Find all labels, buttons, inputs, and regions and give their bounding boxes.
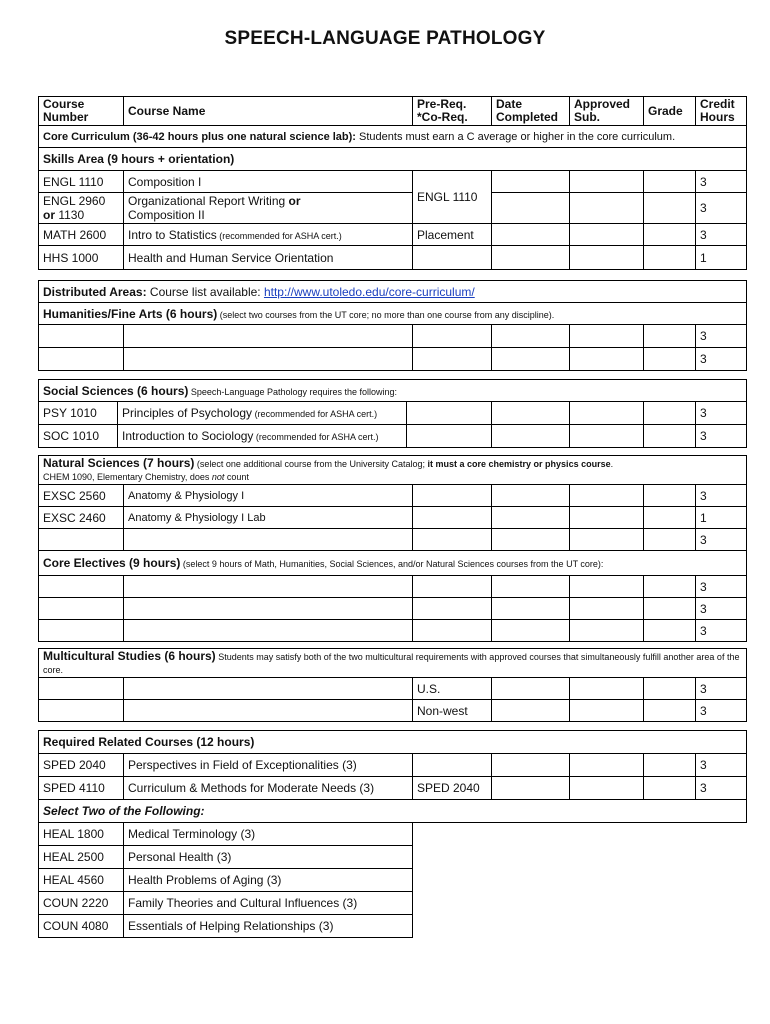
list-item: COUN 2220 Family Theories and Cultural Influences (3) xyxy=(39,892,747,915)
list-item: HEAL 4560 Health Problems of Aging (3) xyxy=(39,869,747,892)
table-row: ENGL 1110 Composition I ENGL 1110 3 xyxy=(39,171,747,193)
list-item: HEAL 1800 Medical Terminology (3) xyxy=(39,823,747,846)
table-row: SPED 2040 Perspectives in Field of Exceptionalities (3) 3 xyxy=(39,754,747,777)
core-curriculum-link[interactable]: http://www.utoledo.edu/core-curriculum/ xyxy=(263,284,475,299)
multicultural-table xyxy=(38,648,747,722)
table-row: 3 xyxy=(39,620,747,642)
table-row: SPED 4110 Curriculum & Methods for Moderate Needs (3) SPED 2040 3 xyxy=(39,777,747,800)
table-row: ENGL 2960 or 1130 Organizational Report Writing or Composition II 3 xyxy=(39,193,747,224)
related-courses-heading: Required Related Courses (12 hours) xyxy=(39,731,747,754)
header-row xyxy=(39,97,747,126)
core-electives-heading: Core Electives (9 hours) (select 9 hours of Math, Humanities, Social Sciences, and/or Natural Sciences courses from the UT core): xyxy=(39,551,747,576)
header-date-completed: Date Completed xyxy=(492,97,570,126)
table-row: EXSC 2460 Anatomy & Physiology I Lab 1 xyxy=(39,507,747,529)
table-row: 3 xyxy=(39,576,747,598)
social-sciences-table xyxy=(38,379,747,448)
related-courses-table xyxy=(38,730,747,938)
table-row: HHS 1000 Health and Human Service Orientation 1 xyxy=(39,246,747,270)
core-electives-table xyxy=(38,550,747,642)
page-title: SPEECH-LANGUAGE PATHOLOGY xyxy=(224,28,546,49)
table-row: 3 xyxy=(39,529,747,551)
select-two-heading: Select Two of the Following: xyxy=(39,800,747,823)
table-row: 3 xyxy=(39,348,747,371)
distributed-areas: Distributed Areas: Course list available: http://www.utoledo.edu/core-curriculum/ xyxy=(39,281,747,303)
table-row: PSY 1010 Principles of Psychology (recommended for ASHA cert.) 3 xyxy=(39,402,747,425)
table-row: SOC 1010 Introduction to Sociology (recommended for ASHA cert.) 3 xyxy=(39,425,747,448)
header-credit-hours: Credit Hours xyxy=(696,97,747,126)
list-item: COUN 4080 Essentials of Helping Relationships (3) xyxy=(39,915,747,938)
table-row: MATH 2600 Intro to Statistics (recommended for ASHA cert.) Placement 3 xyxy=(39,224,747,246)
table-row: Non-west 3 xyxy=(39,700,747,722)
multicultural-heading: Multicultural Studies (6 hours) Students may satisfy both of the two multicultural requirements with approved courses that simultaneously fulfill another area of the core. xyxy=(39,649,747,678)
table-row: U.S. 3 xyxy=(39,678,747,700)
humanities-heading: Humanities/Fine Arts (6 hours) (select two courses from the UT core; no more than one course from any discipline). xyxy=(39,303,747,325)
humanities-table xyxy=(38,280,747,371)
header-prereq: Pre-Req. *Co-Req. xyxy=(413,97,492,126)
table-row: EXSC 2560 Anatomy & Physiology I 3 xyxy=(39,485,747,507)
skills-heading: Skills Area (9 hours + orientation) xyxy=(39,148,747,171)
table-row: 3 xyxy=(39,325,747,348)
table-row: 3 xyxy=(39,598,747,620)
core-curriculum-note: Core Curriculum (36-42 hours plus one natural science lab): Students must earn a C average or higher in the core curriculum. xyxy=(39,126,747,148)
natural-sciences-heading: Natural Sciences (7 hours) (select one additional course from the University Catalog; it must a core chemistry or physics course. CHEM 1090, Elementary Chemistry, does not count xyxy=(39,456,747,485)
social-sciences-heading: Social Sciences (6 hours) Speech-Language Pathology requires the following: xyxy=(39,380,747,402)
header-approved-sub: Approved Sub. xyxy=(570,97,644,126)
list-item: HEAL 2500 Personal Health (3) xyxy=(39,846,747,869)
skills-table xyxy=(38,96,747,270)
natural-sciences-table xyxy=(38,455,747,551)
header-grade: Grade xyxy=(644,97,696,126)
header-course-name: Course Name xyxy=(124,97,413,126)
header-course-number: Course Number xyxy=(39,97,124,126)
